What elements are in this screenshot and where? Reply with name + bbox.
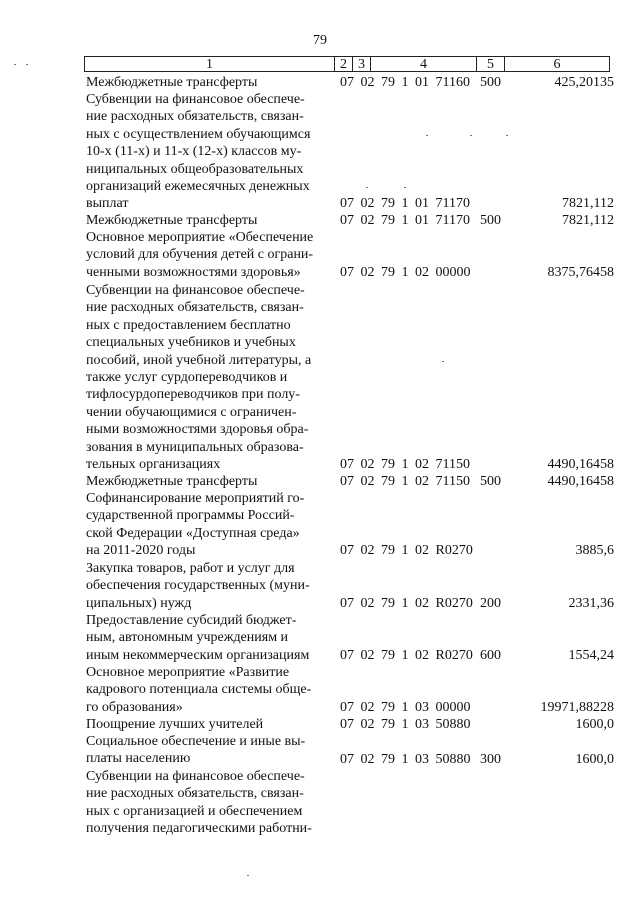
row-code: 07 02 79 1 03 50880 [340,717,471,732]
row-code: 07 02 79 1 02 71150 [340,457,470,472]
row-code: 07 02 79 1 03 50880 [340,752,471,767]
header-col-2: 2 [334,56,352,72]
row-description: Межбюджетные трансферты [86,75,258,90]
page-number: 79 [313,33,327,48]
row-code: 07 02 79 1 02 R0270 [340,596,473,611]
header-col-3: 3 [352,56,370,72]
row-description: Субвенции на финансовое обеспече- ние расходных обязательств, связан- ных с организацией и обеспечением получения педагогическими работни- [86,769,312,837]
row-description: Основное мероприятие «Обеспечение условий для обучения детей с ограни- ченными возможностями здоровья» [86,230,314,280]
row-expense-type: 500 [480,474,501,489]
row-code: 07 02 79 1 02 00000 [340,265,471,280]
row-expense-type: 500 [480,75,501,90]
row-amount: 3885,6 [575,543,614,558]
row-amount: 1554,24 [568,648,614,663]
row-description: Поощрение лучших учителей [86,717,264,732]
row-code: 07 02 79 1 02 R0270 [340,543,473,558]
row-amount: 1600,0 [575,752,614,767]
row-code: 07 02 79 1 02 71150 [340,474,470,489]
row-amount: 4490,16458 [547,474,614,489]
row-amount: 1600,0 [575,717,614,732]
scan-speck [14,64,16,65]
row-code: 07 02 79 1 01 71170 [340,213,470,228]
row-description: Софинансирование мероприятий го- сударственной программы Россий- ской Федерации «Доступная среда» на 2011-2020 годы [86,491,305,559]
row-description: Предоставление субсидий бюджет- ным, автономным учреждениям и иным некоммерческим организациям [86,613,310,663]
scan-speck [442,361,444,362]
row-description: Социальное обеспечение и иные вы- платы населению [86,734,306,767]
header-col-6: 6 [504,56,610,72]
row-description: Межбюджетные трансферты [86,474,258,489]
row-code: 07 02 79 1 03 00000 [340,700,471,715]
row-amount: 7821,112 [562,213,614,228]
row-description: Основное мероприятие «Развитие кадрового потенциала системы обще- го образования» [86,665,312,715]
row-amount: 8375,76458 [547,265,614,280]
header-col-4: 4 [370,56,476,72]
scan-speck [366,187,368,188]
row-amount: 4490,16458 [547,457,614,472]
row-description: Субвенции на финансовое обеспече- ние расходных обязательств, связан- ных с предоставлением бесплатно специальных учебников и учебных пособий, иной учебной литературы, а также услуг сурдопереводчиков и тифлосурдопереводчиков при полу- чении обучающимися с ограничен- ными возможностями здоровья обра- зования в муниципальных образова- тельных организациях [86,283,312,473]
row-expense-type: 600 [480,648,501,663]
row-code: 07 02 79 1 01 71160 [340,75,470,90]
row-description: Субвенции на финансовое обеспече- ние расходных обязательств, связан- ных с осуществлением обучающимся 10-х (11-х) и 11-х (12-х) классов му- ниципальных общеобразовательных организаций ежемесячных денежных выплат [86,92,311,212]
header-col-5: 5 [476,56,504,72]
row-description: Межбюджетные трансферты [86,213,258,228]
row-amount: 2331,36 [568,596,614,611]
row-expense-type: 500 [480,213,501,228]
scan-speck [247,875,249,876]
row-amount: 425,20135 [554,75,614,90]
scan-speck [26,64,28,65]
scan-speck [404,187,406,188]
scan-speck [470,135,472,136]
row-expense-type: 200 [480,596,501,611]
row-amount: 19971,88228 [540,700,614,715]
scan-speck [426,135,428,136]
row-code: 07 02 79 1 02 R0270 [340,648,473,663]
row-expense-type: 300 [480,752,501,767]
scan-speck [506,135,508,136]
row-description: Закупка товаров, работ и услуг для обеспечения государственных (муни- ципальных) нужд [86,561,310,611]
row-amount: 7821,112 [562,196,614,211]
row-code: 07 02 79 1 01 71170 [340,196,470,211]
header-col-1: 1 [84,56,334,72]
